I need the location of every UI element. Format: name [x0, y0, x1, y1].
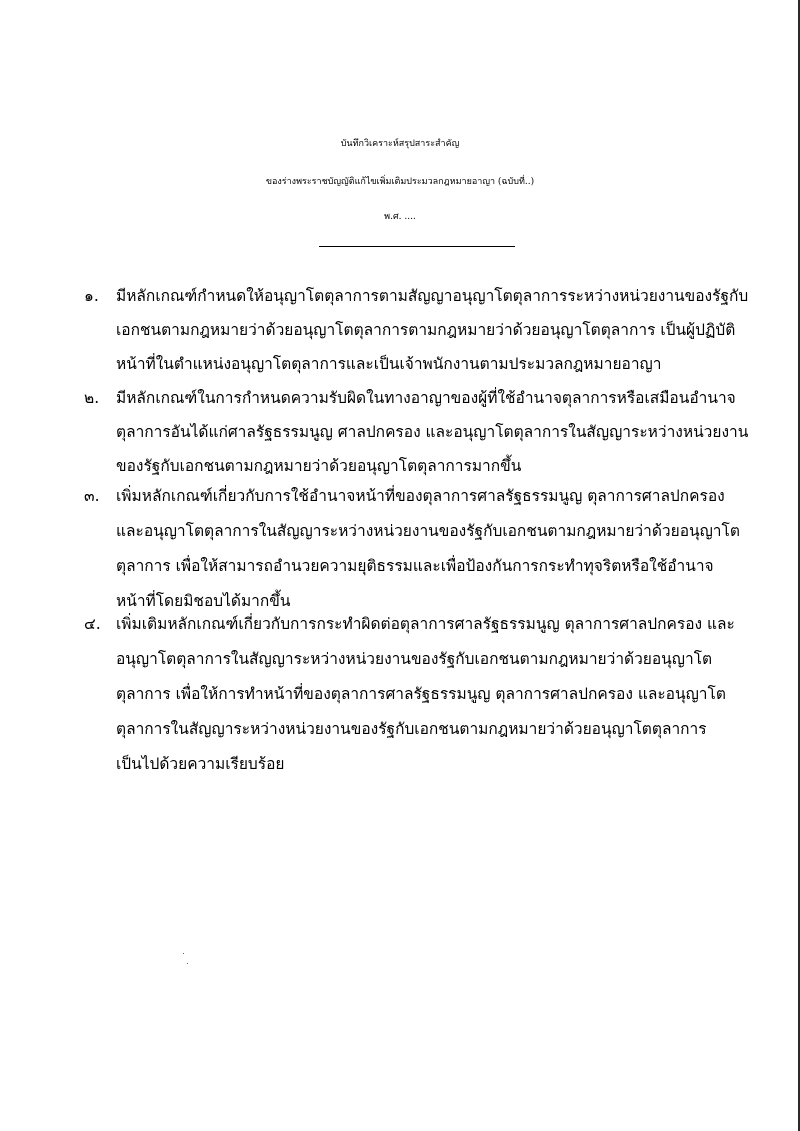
item-number: ๒. — [84, 389, 100, 407]
item-line: ตุลาการ เพื่อให้สามารถอำนวยความยุติธรรมและเพื่อป้องกันการกระทำทุจริตหรือใช้อำนาจ — [116, 557, 714, 575]
item-line: มีหลักเกณฑ์ในการกำหนดความรับผิดในทางอาญาของผู้ที่ใช้อำนาจตุลาการหรือเสมือนอำนาจ — [116, 389, 736, 407]
title-divider — [319, 246, 515, 247]
item-line: และอนุญาโตตุลาการในสัญญาระหว่างหน่วยงานของรัฐกับเอกชนตามกฎหมายว่าด้วยอนุญาโต — [116, 522, 740, 540]
item-line: มีหลักเกณฑ์กำหนดให้อนุญาโตตุลาการตามสัญญาอนุญาโตตุลาการระหว่างหน่วยงานของรัฐกับ — [116, 287, 749, 305]
item-line: เพิ่มเติมหลักเกณฑ์เกี่ยวกับการกระทำผิดต่อตุลาการศาลรัฐธรรมนูญ ตุลาการศาลปกครอง และ — [116, 615, 735, 633]
item-line: เอกชนตามกฎหมายว่าด้วยอนุญาโตตุลาการตามกฎหมายว่าด้วยอนุญาโตตุลาการ เป็นผู้ปฏิบัติ — [116, 321, 736, 339]
item-line: หน้าที่โดยมิชอบได้มากขึ้น — [116, 592, 291, 610]
item-line: ตุลาการอันได้แก่ศาลรัฐธรรมนูญ ศาลปกครอง และอนุญาโตตุลาการในสัญญาระหว่างหน่วยงาน — [116, 423, 749, 441]
scan-speck — [187, 963, 188, 964]
item-line: ของรัฐกับเอกชนตามกฎหมายว่าด้วยอนุญาโตตุลาการมากขึ้น — [116, 457, 522, 475]
item-number: ๓. — [84, 487, 100, 505]
document-subtitle: ของร่างพระราชบัญญัติแก้ไขเพิ่มเติมประมวลกฎหมายอาญา (ฉบับที่..) — [265, 177, 535, 187]
scan-speck — [183, 953, 184, 954]
item-line: อนุญาโตตุลาการในสัญญาระหว่างหน่วยงานของรัฐกับเอกชนตามกฎหมายว่าด้วยอนุญาโต — [116, 650, 713, 668]
item-line: ตุลาการ เพื่อให้การทำหน้าที่ของตุลาการศาลรัฐธรรมนูญ ตุลาการศาลปกครอง และอนุญาโต — [116, 685, 726, 703]
item-number: ๑. — [84, 287, 99, 305]
item-line: เป็นไปด้วยความเรียบร้อย — [116, 755, 285, 773]
document-year: พ.ศ. .... — [384, 212, 416, 222]
document-title: บันทึกวิเคราะห์สรุปสาระสำคัญ — [340, 139, 460, 149]
item-line: เพิ่มหลักเกณฑ์เกี่ยวกับการใช้อำนาจหน้าที่ของตุลาการศาลรัฐธรรมนูญ ตุลาการศาลปกครอง — [116, 487, 725, 505]
item-number: ๔. — [84, 615, 101, 633]
item-line: หน้าที่ในตำแหน่งอนุญาโตตุลาการและเป็นเจ้าพนักงานตามประมวลกฎหมายอาญา — [116, 355, 662, 373]
item-line: ตุลาการในสัญญาระหว่างหน่วยงานของรัฐกับเอกชนตามกฎหมายว่าด้วยอนุญาโตตุลาการ — [116, 720, 707, 738]
